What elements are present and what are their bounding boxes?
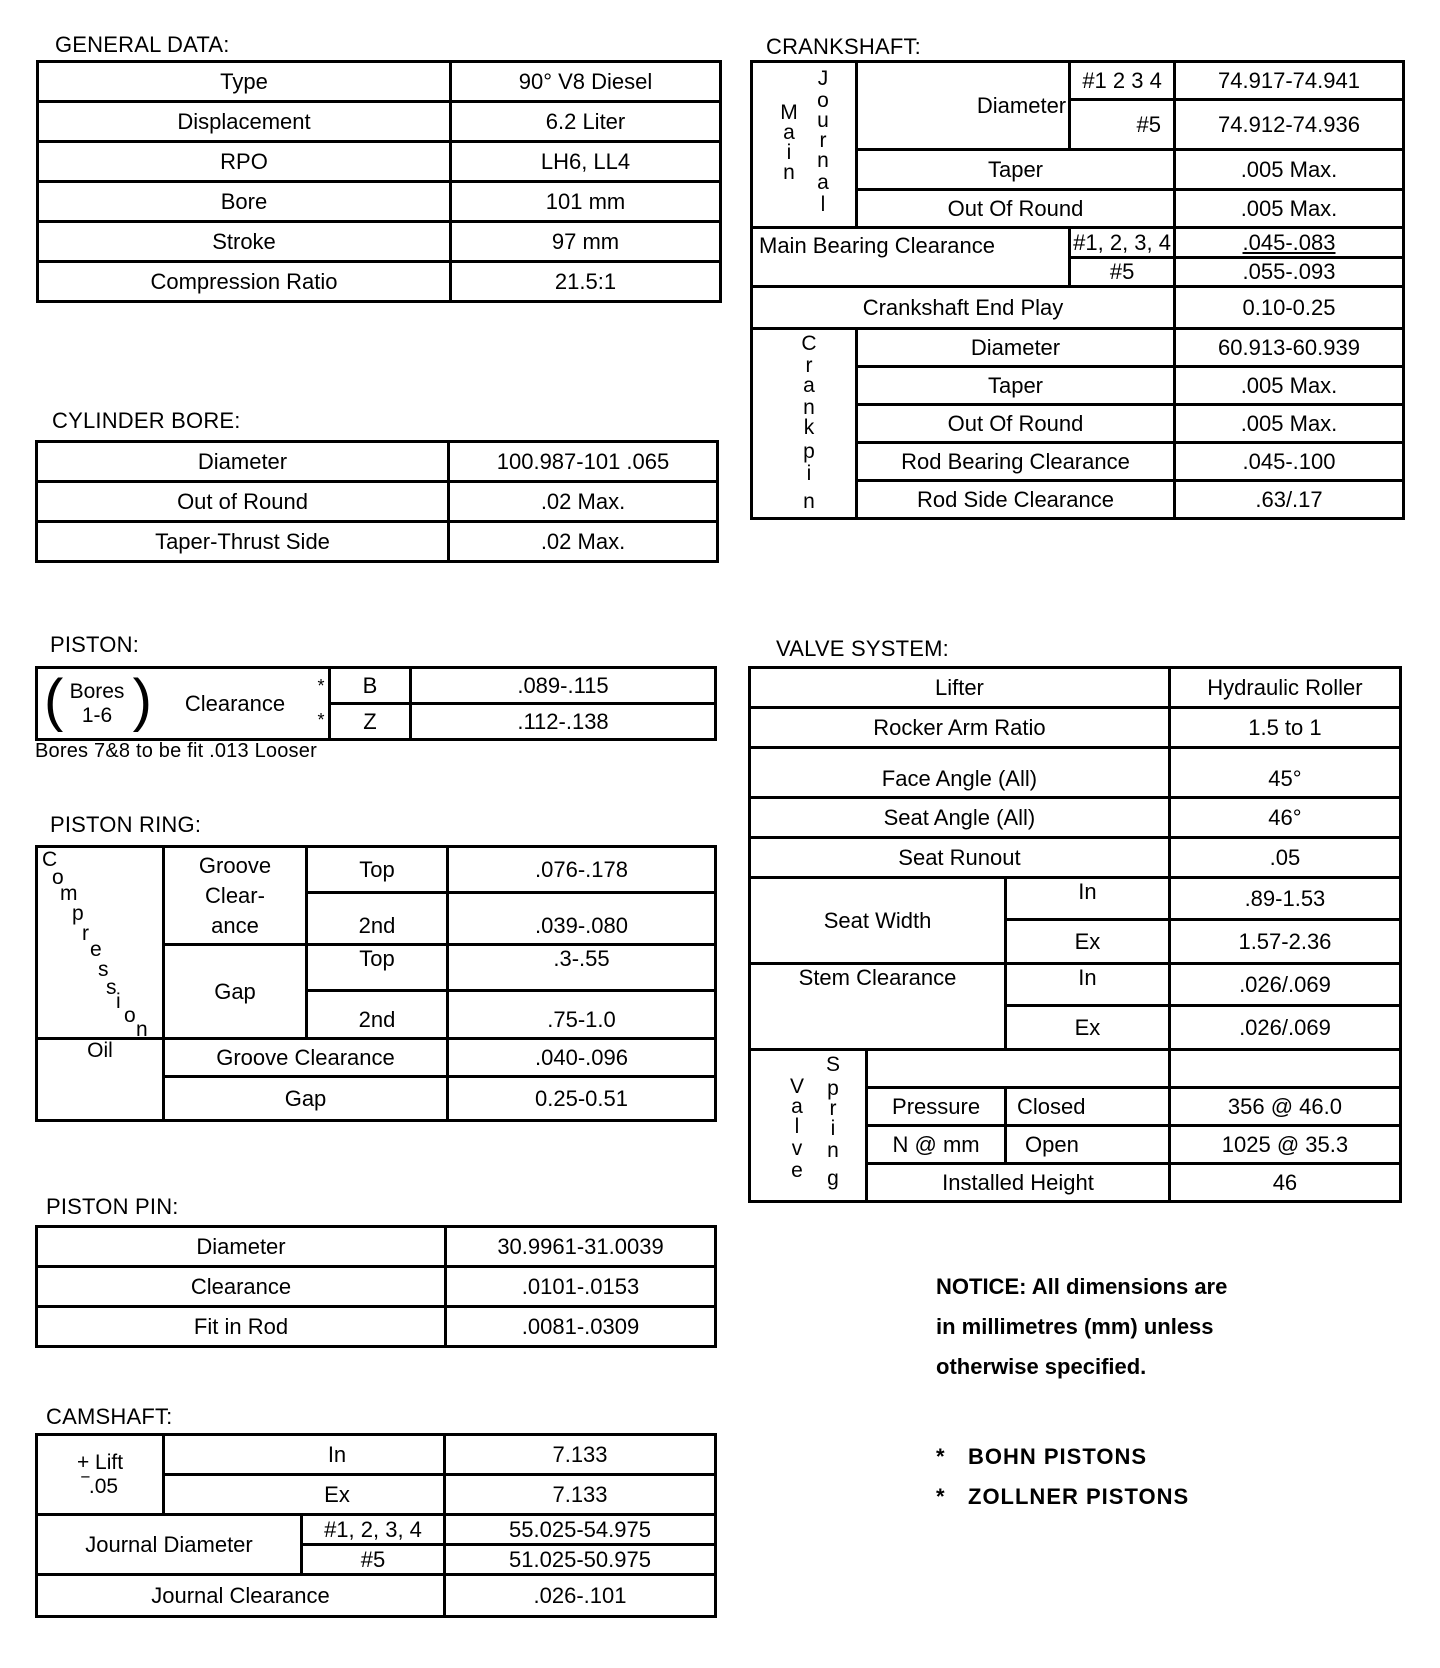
cam-in-label: In: [164, 1435, 445, 1475]
piston-ring-title: PISTON RING:: [50, 812, 202, 837]
main-taper-label: Taper: [857, 150, 1175, 190]
z-label: Z: [330, 704, 411, 740]
cam-in-value: 7.133: [445, 1435, 716, 1475]
spring-label: S p r i n g: [825, 1053, 841, 1190]
star-b: *: [314, 668, 330, 704]
spec-label: Out of Round: [37, 482, 449, 522]
main-taper-value: .005 Max.: [1175, 150, 1404, 190]
sw-ex-label: Ex: [1006, 920, 1170, 964]
main-label: M a i n: [780, 101, 798, 184]
rocker-label: Rocker Arm Ratio: [750, 708, 1170, 748]
spec-label: Bore: [38, 182, 451, 222]
spec-value: 6.2 Liter: [451, 102, 721, 142]
gap-label: Gap: [164, 945, 307, 1039]
lift-group: [42, 1451, 158, 1499]
crankpin-cell: [752, 329, 857, 519]
journal-clearance-label: Journal Clearance: [37, 1575, 445, 1617]
spec-value: .02 Max.: [449, 482, 718, 522]
rod-side-label: Rod Side Clearance: [857, 481, 1175, 519]
sc-in-label: In: [1006, 964, 1170, 1006]
sw-ex-value: 1.57-2.36: [1169, 920, 1400, 964]
cp-taper-value: .005 Max.: [1175, 367, 1404, 405]
spec-value: 90° V8 Diesel: [451, 62, 721, 102]
valve-spring-cell: [750, 1050, 867, 1202]
cylinder-bore-title: CYLINDER BORE:: [52, 408, 241, 433]
spec-label: Taper-Thrust Side: [37, 522, 449, 562]
piston-pin-table: [35, 1225, 717, 1348]
face-angle-label: Face Angle (All): [750, 748, 1170, 798]
spec-value: 30.9961-31.0039: [446, 1227, 716, 1267]
main-diameter-label: Diameter: [857, 62, 1070, 150]
face-angle-value: 45°: [1169, 748, 1400, 798]
left-paren: (: [44, 668, 64, 733]
bores-label: Bores: [69, 679, 125, 703]
cam-ex-label: Ex: [164, 1475, 445, 1515]
rod-bearing-label: Rod Bearing Clearance: [857, 443, 1175, 481]
mb5-label: #5: [1070, 258, 1175, 287]
lift-label: + Lift: [76, 1450, 124, 1474]
second-label: 2nd: [307, 893, 448, 945]
spec-value: 97 mm: [451, 222, 721, 262]
gap-second-label: 2nd: [307, 991, 448, 1039]
oil-label: Oil: [87, 1039, 113, 1062]
valve-label: V a l v e: [789, 1075, 805, 1182]
main-bearing-label: Main Bearing Clearance: [752, 228, 1070, 287]
cp-oor-label: Out Of Round: [857, 405, 1175, 443]
lifter-value: Hydraulic Roller: [1169, 668, 1400, 708]
b-label: B: [330, 668, 411, 704]
sw-in-value: .89-1.53: [1169, 878, 1400, 920]
oil-gap-label: Gap: [164, 1077, 448, 1121]
oil-cell: [37, 1039, 164, 1121]
spec-label: Type: [38, 62, 451, 102]
seat-angle-value: 46°: [1169, 798, 1400, 838]
spec-value: .0101-.0153: [446, 1267, 716, 1307]
spec-label: Clearance: [37, 1267, 446, 1307]
spec-label: Displacement: [38, 102, 451, 142]
valve-system-title: VALVE SYSTEM:: [776, 636, 949, 661]
sc-ex-value: .026/.069: [1169, 1006, 1400, 1050]
installed-height-value: 46: [1169, 1164, 1400, 1202]
spec-label: Stroke: [38, 222, 451, 262]
clearance-label: Clearance: [156, 668, 314, 740]
groove-top-value: .076-.178: [448, 847, 716, 893]
open-value: 1025 @ 35.3: [1169, 1126, 1400, 1164]
notice-line-1: NOTICE: All dimensions are: [936, 1274, 1228, 1299]
mb1234-label: #1, 2, 3, 4: [1070, 228, 1175, 258]
spec-label: Diameter: [37, 1227, 446, 1267]
spec-value: LH6, LL4: [451, 142, 721, 182]
zollner-note: [936, 1484, 1189, 1510]
general-data-table: [36, 60, 722, 303]
bohn-bullet: *: [936, 1444, 946, 1469]
main-oor-label: Out Of Round: [857, 190, 1175, 228]
compression-letter: C: [42, 848, 58, 871]
cam-j1234-value: 55.025-54.975: [445, 1515, 716, 1545]
bores-range: 1-6: [81, 703, 113, 727]
cam-ex-value: 7.133: [445, 1475, 716, 1515]
cp-diameter-label: Diameter: [857, 329, 1175, 367]
gap-2nd-value: .75-1.0: [448, 991, 716, 1039]
rocker-value: 1.5 to 1: [1169, 708, 1400, 748]
compression-cell: [37, 847, 164, 1039]
main-journal-cell: [752, 62, 857, 228]
closed-label: Closed: [1006, 1088, 1170, 1126]
sc-in-value: .026/.069: [1169, 964, 1400, 1006]
bores-cell: [37, 668, 157, 740]
spec-label: Diameter: [37, 442, 449, 482]
nmm-label: N @ mm: [867, 1126, 1006, 1164]
crankshaft-title: CRANKSHAFT:: [766, 34, 921, 59]
spec-label: RPO: [38, 142, 451, 182]
z-value: .112-.138: [411, 704, 716, 740]
b-value: .089-.115: [411, 668, 716, 704]
sc-ex-label: Ex: [1006, 1006, 1170, 1050]
camshaft-table: [35, 1433, 717, 1618]
valve-spring-vertical-text: [751, 1051, 871, 1211]
pressure-label: Pressure: [867, 1088, 1006, 1126]
oil-groove-value: .040-.096: [448, 1039, 716, 1077]
cp-taper-label: Taper: [857, 367, 1175, 405]
seat-angle-label: Seat Angle (All): [750, 798, 1170, 838]
bohn-label: BOHN PISTONS: [968, 1444, 1148, 1469]
spec-value: .0081-.0309: [446, 1307, 716, 1347]
mb1234-value: .045-.083: [1175, 228, 1404, 258]
piston-table: [35, 666, 717, 741]
groove-2nd-value: .039-.080: [448, 893, 716, 945]
closed-value: 356 @ 46.0: [1169, 1088, 1400, 1126]
crankpin-label: C r a n k p i n: [801, 332, 817, 513]
zollner-label: ZOLLNER PISTONS: [968, 1484, 1190, 1509]
lift-tolerance: ‾.05: [81, 1474, 119, 1498]
top-label: Top: [307, 847, 448, 893]
cam-j5-value: 51.025-50.975: [445, 1545, 716, 1575]
compression-label: C o m p re s sion: [42, 848, 148, 1040]
sw-in-label: In: [1006, 878, 1170, 920]
camshaft-title: CAMSHAFT:: [46, 1404, 173, 1429]
bohn-note: [936, 1444, 1147, 1470]
spec-value: 100.987-101 .065: [449, 442, 718, 482]
spec-value: .02 Max.: [449, 522, 718, 562]
cp-diameter-value: 60.913-60.939: [1175, 329, 1404, 367]
notice-line-2: in millimetres (mm) unless: [936, 1314, 1214, 1339]
compression-diagonal-text: [38, 848, 154, 1040]
spec-value: 101 mm: [451, 182, 721, 222]
oil-groove-label: Groove Clearance: [164, 1039, 448, 1077]
cylinder-bore-table: [35, 440, 719, 563]
piston-note: Bores 7&8 to be fit .013 Looser: [35, 740, 317, 762]
spec-label: Fit in Rod: [37, 1307, 446, 1347]
general-data-title: GENERAL DATA:: [55, 32, 230, 57]
crankshaft-table: [750, 60, 1405, 520]
oil-gap-value: 0.25-0.51: [448, 1077, 716, 1121]
lifter-label: Lifter: [750, 668, 1170, 708]
main-oor-value: .005 Max.: [1175, 190, 1404, 228]
piston-pin-title: PISTON PIN:: [46, 1194, 179, 1219]
spec-value: 21.5:1: [451, 262, 721, 302]
main-j5-value: 74.912-74.936: [1175, 100, 1404, 150]
rod-bearing-value: .045-.100: [1175, 443, 1404, 481]
spring-blank-value: [1169, 1050, 1400, 1088]
zollner-bullet: *: [936, 1484, 946, 1509]
spec-label: Compression Ratio: [38, 262, 451, 302]
right-paren: ): [132, 668, 152, 733]
seat-runout-value: .05: [1169, 838, 1400, 878]
seat-width-label: Seat Width: [750, 878, 1006, 964]
cp-oor-value: .005 Max.: [1175, 405, 1404, 443]
piston-title: PISTON:: [50, 632, 140, 657]
valve-system-table: [748, 666, 1402, 1203]
end-play-label: Crankshaft End Play: [752, 287, 1175, 329]
groove-clearance-label: [164, 847, 307, 945]
cam-j5-label: #5: [302, 1545, 445, 1575]
lift-cell: [37, 1435, 164, 1515]
journal-label: J o u r n a l: [817, 67, 829, 216]
rod-side-value: .63/.17: [1175, 481, 1404, 519]
open-label: Open: [1006, 1126, 1170, 1164]
piston-ring-table: [35, 845, 717, 1122]
main-journal-vertical-text: [753, 63, 855, 229]
main-j5-label: #5: [1070, 100, 1175, 150]
installed-height-label: Installed Height: [867, 1164, 1170, 1202]
gap-top-label: Top: [307, 945, 448, 991]
gap-top-value: .3-.55: [448, 945, 716, 991]
journal-clearance-value: .026-.101: [445, 1575, 716, 1617]
seat-runout-label: Seat Runout: [750, 838, 1170, 878]
main-j1234-value: 74.917-74.941: [1175, 62, 1404, 100]
crankpin-vertical-text: [753, 330, 855, 526]
cam-j1234-label: #1, 2, 3, 4: [302, 1515, 445, 1545]
mb5-value: .055-.093: [1175, 258, 1404, 287]
end-play-value: 0.10-0.25: [1175, 287, 1404, 329]
spring-blank: [867, 1050, 1170, 1088]
journal-diameter-label: Journal Diameter: [37, 1515, 302, 1575]
main-j1234-label: #1 2 3 4: [1070, 62, 1175, 100]
notice-line-3: otherwise specified.: [936, 1354, 1147, 1379]
groove-clearance-text: Groove Clear- ance: [198, 852, 272, 938]
stem-clearance-label: Stem Clearance: [750, 964, 1006, 1050]
star-z: *: [314, 704, 330, 740]
